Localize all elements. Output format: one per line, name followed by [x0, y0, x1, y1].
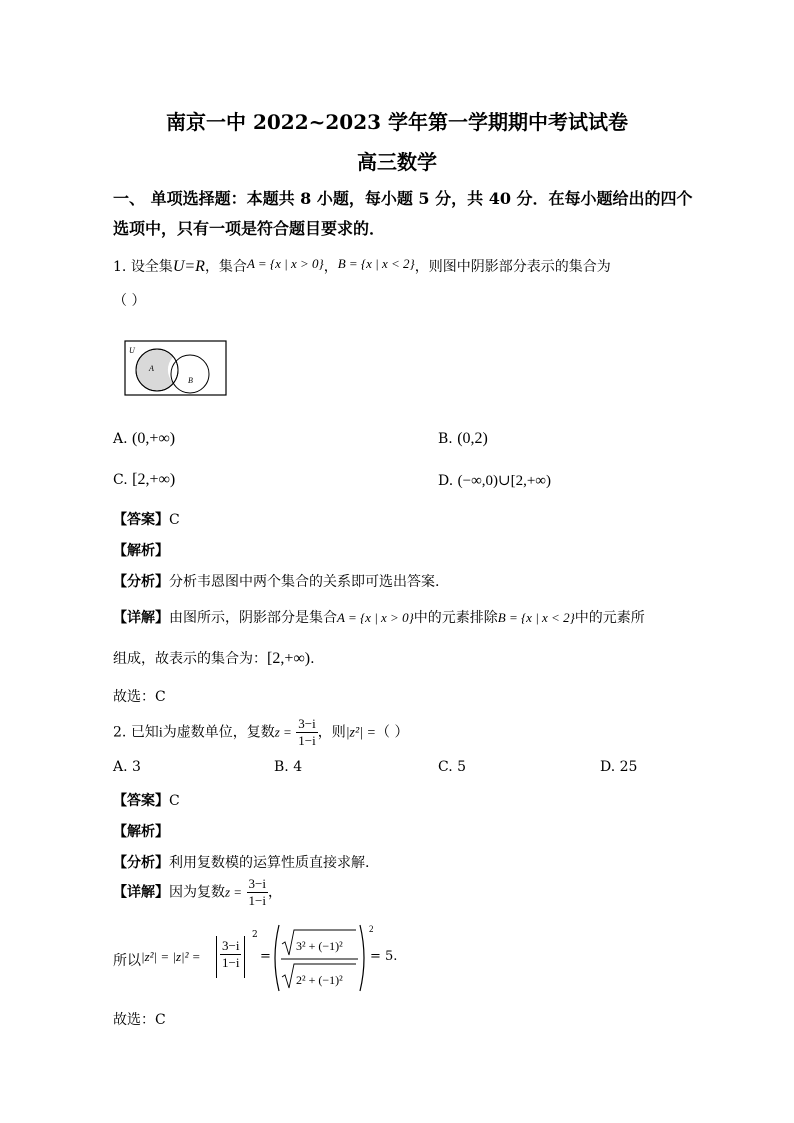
q1-xj-text2: 中的元素排除	[413, 610, 498, 626]
q2-abs-frac-num: 3−i	[222, 938, 240, 953]
q2-fraction	[296, 716, 317, 749]
q2-sqrt-den-text: 2² + (−1)²	[296, 973, 343, 987]
q2-fraction-denominator: 1−i	[298, 733, 316, 748]
q2-number: 2.	[113, 724, 127, 741]
q2-suoyi: 所以	[113, 953, 141, 969]
q2-xj-z-eq: z =	[225, 884, 243, 900]
q1-option-b-label: B.	[438, 431, 453, 447]
q2-abs-z2: |z²| =	[345, 725, 376, 741]
q2-analysis-tag: 【解析】	[113, 824, 169, 840]
q1-set-b: B = {x | x < 2}	[337, 256, 415, 271]
q2-option-c	[438, 759, 466, 775]
q2-answer-value: C	[169, 793, 180, 809]
section-heading-line2: 选项中，只有一项是符合题目要求的．	[113, 219, 386, 238]
q1-option-b-value: (0,2)	[457, 430, 488, 447]
venn-label-b: B	[188, 376, 193, 385]
q1-option-d	[438, 471, 551, 490]
q1-answer-value: C	[169, 512, 180, 528]
q1-text1: 设全集	[130, 259, 173, 275]
q2-option-a-label: A.	[113, 759, 128, 775]
venn-label-a: A	[149, 364, 154, 373]
q1-xiangjie-tag: 【详解】	[113, 610, 169, 626]
q2-option-b-label: B.	[274, 759, 289, 775]
q2-answer-tag: 【答案】	[113, 793, 169, 809]
q2-z-eq: z =	[274, 724, 292, 740]
q2-abs-frac-den: 1−i	[222, 955, 240, 970]
q1-xj-text3: 中的元素所	[574, 610, 645, 626]
q2-text2: 为虚数单位，复数	[162, 724, 275, 741]
q1-xj-text4: 组成，故表示的集合为：	[113, 651, 267, 667]
q1-option-c-label: C.	[113, 472, 128, 488]
q1-option-c-value: [2,+∞)	[132, 471, 176, 488]
q2-fenxi	[113, 852, 369, 872]
q2-eq2: =	[260, 949, 271, 964]
q2-fraction-numerator: 3−i	[298, 716, 316, 731]
q2-xiangjie-tag: 【详解】	[113, 884, 169, 901]
q2-paren-exp: 2	[369, 924, 374, 934]
q1-choose: 故选：C	[113, 689, 166, 705]
q1-option-a-label: A.	[113, 431, 128, 447]
q1-answer	[113, 509, 180, 529]
q1-analysis-tag: 【解析】	[113, 543, 169, 559]
q1-option-d-label: D.	[438, 473, 454, 489]
q2-sqrt-num-text: 3² + (−1)²	[296, 939, 343, 953]
q1-fenxi-tag: 【分析】	[113, 574, 169, 590]
q1-fenxi-text: 分析韦恩图中两个集合的关系即可选出答案.	[169, 574, 440, 590]
q1-text4: ，则图中阴影部分表示的集合为	[414, 259, 611, 275]
q1-text2: ，集合	[204, 259, 247, 275]
q2-option-d	[600, 759, 637, 775]
q2-option-d-value: 25	[619, 759, 638, 775]
q1-universal-set: U=R	[172, 258, 205, 275]
q2-choose: 故选：C	[113, 1012, 166, 1028]
q2-text1: 已知	[130, 724, 159, 741]
q1-xj-result: [2,+∞)	[267, 650, 311, 667]
q2-xiangjie	[113, 876, 282, 909]
q2-fenxi-text: 利用复数模的运算性质直接求解.	[169, 855, 370, 871]
q1-option-b	[438, 430, 488, 448]
q2-option-b-value: 4	[293, 759, 303, 775]
q2-option-c-label: C.	[438, 759, 453, 775]
q2-option-c-value: 5	[457, 759, 467, 775]
q1-option-d-value: (−∞,0)∪[2,+∞)	[457, 473, 551, 489]
q1-fenxi	[113, 571, 439, 591]
q2-left-paren	[275, 925, 279, 991]
q2-xj-fraction-denominator: 1−i	[248, 893, 266, 908]
q2-abs-exp: 2	[252, 930, 258, 940]
q1-set-a: A = {x | x > 0}	[246, 256, 324, 271]
q1-text3: ，	[323, 259, 338, 275]
q1-paren: （ ）	[113, 293, 146, 309]
q1-option-c	[113, 471, 175, 489]
q2-right-paren	[360, 925, 364, 991]
q2-eq1: |z²| = |z|² =	[141, 949, 201, 964]
q1-answer-tag: 【答案】	[113, 512, 169, 528]
q1-xj-set-a: A = {x | x > 0}	[337, 610, 414, 625]
q2-xj-fraction	[247, 876, 268, 909]
q2-answer	[113, 790, 180, 810]
q1-xiangjie	[113, 607, 645, 627]
q2-text3: ，则	[317, 724, 346, 741]
venn-diagram	[120, 338, 230, 400]
q1-xj-text5: .	[310, 651, 315, 667]
q2-xj-text1: 因为复数	[169, 884, 225, 901]
q1-xj-text1: 由图所示，阴影部分是集合	[169, 610, 337, 626]
q2-abs-fraction	[216, 936, 245, 978]
q1-stem	[113, 256, 611, 276]
q2-option-b	[274, 759, 302, 775]
q2-xj-comma: ，	[268, 884, 282, 901]
q2-fenxi-tag: 【分析】	[113, 855, 169, 871]
q2-paren: （ ）	[376, 724, 409, 741]
q2-sqrt-fraction	[270, 922, 378, 994]
q1-number: 1.	[113, 259, 127, 275]
q2-imag-unit: i	[158, 725, 163, 741]
q2-stem	[113, 716, 408, 749]
q2-eq-modulus	[141, 949, 201, 965]
q2-option-a-value: 3	[132, 759, 141, 775]
q1-option-a-value: (0,+∞)	[132, 430, 176, 447]
q2-xj-fraction-numerator: 3−i	[248, 876, 266, 891]
section-heading-line1: 一、 单项选择题：本题共 8 小题，每小题 5 分，共 40 分．在每小题给出的四个	[113, 189, 693, 208]
q1-option-a	[113, 430, 175, 448]
q2-abs-frac	[220, 938, 241, 971]
page-subtitle: 高三数学	[357, 150, 437, 174]
q1-xj-set-b: B = {x | x < 2}	[497, 610, 575, 625]
venn-label-u: U	[129, 346, 135, 355]
q2-option-a	[113, 759, 141, 775]
q2-eq-result: = 5.	[370, 949, 398, 964]
page-title: 南京一中 2022~2023 学年第一学期期中考试试卷	[165, 110, 628, 134]
q1-xj-line2	[113, 648, 315, 668]
q2-option-d-label: D.	[600, 759, 616, 775]
